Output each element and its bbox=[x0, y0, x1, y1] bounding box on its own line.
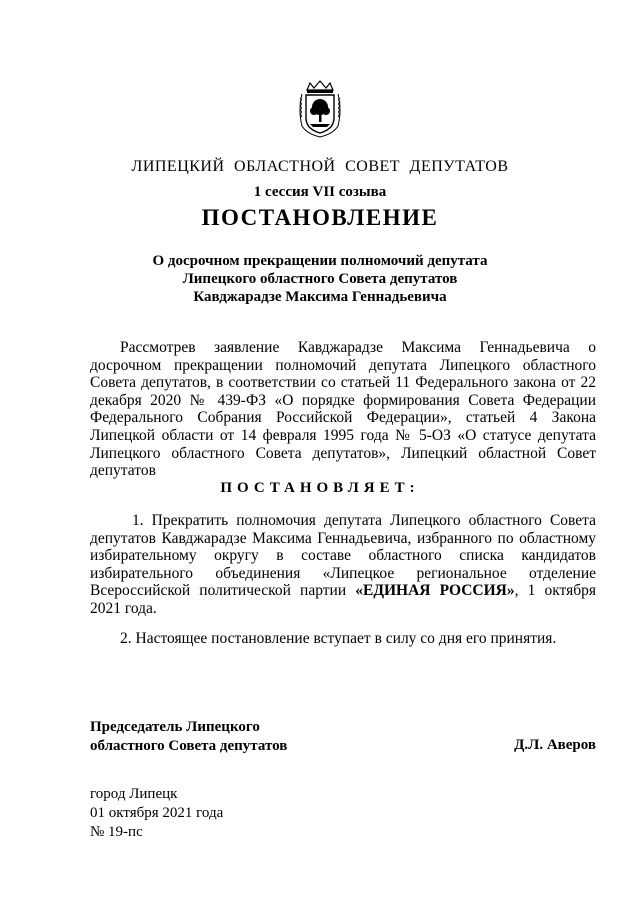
decree-item-2: 2. Настоящее постановление вступает в силу со дня его принятия. bbox=[120, 630, 557, 647]
subject-line: Кавджарадзе Максима Геннадьевича bbox=[193, 289, 447, 305]
signatory-name: Д.Л. Аверов bbox=[514, 737, 596, 753]
party-name: «ЕДИНАЯ РОССИЯ» bbox=[355, 582, 515, 600]
footer-number: № 19-пс bbox=[90, 824, 143, 840]
footer-date: 01 октября 2021 года bbox=[90, 805, 224, 821]
signatory-title-line: Председатель Липецкого bbox=[90, 719, 260, 735]
session-number: 1 сессия VII созыва bbox=[253, 184, 387, 200]
footer-city: город Липецк bbox=[90, 786, 178, 802]
document-footer bbox=[90, 785, 390, 842]
coat-of-arms-icon bbox=[297, 80, 343, 138]
council-name: ЛИПЕЦКИЙ ОБЛАСТНОЙ СОВЕТ ДЕПУТАТОВ bbox=[131, 158, 509, 175]
document-type-title: ПОСТАНОВЛЕНИЕ bbox=[201, 205, 439, 230]
subject-line: Липецкого областного Совета депутатов bbox=[182, 271, 458, 287]
decree-item-1 bbox=[90, 512, 596, 618]
preamble-paragraph: Рассмотрев заявление Кавджарадзе Максима Геннадьевича о досрочном прекращении полномочий депутата Липецкого областного Совета депутатов, в соответствии со статьей 11 Федерального закона от 22 декабря 2020 № 439-ФЗ «О порядке формирования Совета Федерации Федерального Собрания Российской Федерации», статьей 4 Закона Липецкой области от 14 февраля 1995 года № 5-ОЗ «О статусе депутата Липецкого областного Совета депутатов», Липецкий областной Совет депутатов bbox=[90, 339, 596, 480]
signatory-title-line: областного Совета депутатов bbox=[90, 738, 288, 754]
document-subject bbox=[100, 252, 540, 306]
subject-line: О досрочном прекращении полномочий депутата bbox=[152, 253, 488, 269]
decree-heading: ПОСТАНОВЛЯЕТ: bbox=[220, 480, 420, 496]
item-1-text: 1. Прекратить полномочия депутата Липецкого областного Совета депутатов Кавджарадзе Максима Геннадьевича, избранного по областному избирательному округу в составе областного списка кандидатов избирательного объединения «Липецкое региональное отделение Всероссийской политической партии bbox=[90, 512, 596, 600]
signatory-title bbox=[90, 718, 390, 756]
item-1-date: , 1 октября 2021 года. bbox=[90, 582, 596, 617]
